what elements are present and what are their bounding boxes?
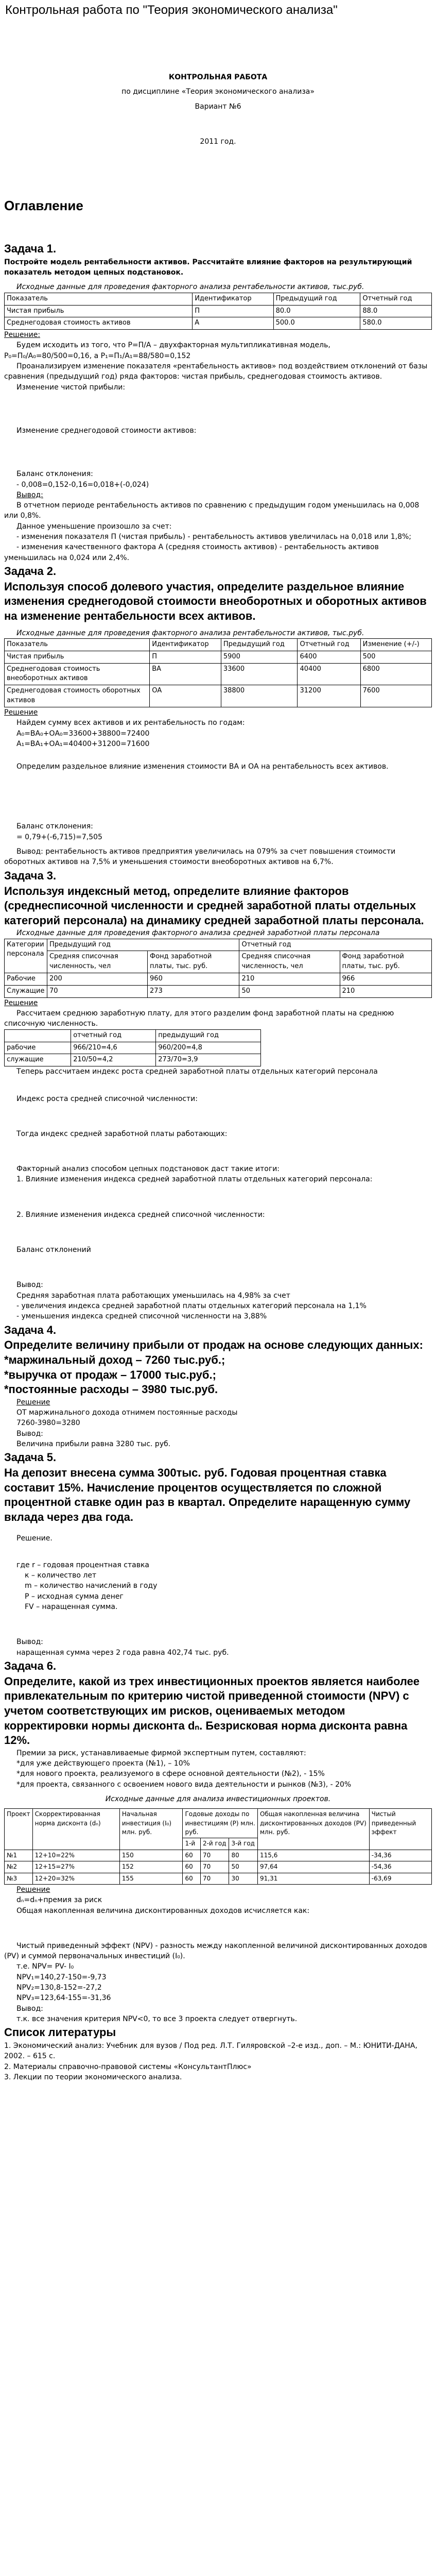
task6-p5: dₙ=dₙ+премия за риск [16,1896,102,1905]
table-header: 2-й год [200,1838,229,1850]
task3-solution-label: Решение [4,998,38,1007]
task6-p3: *для нового проекта, реализуемого в сфере основной деятельности (№2), - 15% [16,1770,325,1778]
toc-heading: Оглавление [4,198,83,214]
task6-heading: Определите, какой из трех инвестиционных проектов является наиболее привлекательным по критерию чистой приведенной стоимости (NPV) с учетом соответствующих им рисков, оцениваемых методом корректировки нормы дисконта dₙ. Безрисковая норма дисконта равна 12%. [4,1674,420,1747]
task6-table [4,1808,432,1885]
table-header: Фонд заработной платы, тыс. руб. [340,951,431,973]
task2-p7: Вывод: рентабельность активов предприятия увеличилась на 079% за счет повышения стоимости оборотных активов на 7,5% и уменьшения стоимости внеоборотных активов на 6,7%. [4,848,396,867]
task2-p6: = 0,79+(-6,715)=7,505 [16,833,102,841]
table-header [5,1029,71,1042]
cover-heading: КОНТРОЛЬНАЯ РАБОТА [168,73,268,81]
table-cell: 500 [360,651,431,663]
task1-p4: Изменение чистой прибыли: [16,383,126,392]
task1-p2: P₀=П₀/А₀=80/500=0,16, a P₁=П₁/A₁=88/580=0,152 [4,351,191,360]
task1-solution-label: Решение: [4,331,41,340]
table-cell: 91,31 [258,1873,370,1884]
table-cell: 88.0 [360,305,432,317]
table-cell: 6400 [298,651,360,663]
table-cell: 5900 [221,651,298,663]
table-header: Годовые доходы по инвестициям (Р) млн. руб. [183,1809,258,1838]
table-cell: 70 [47,985,148,997]
table-cell: 12+20=32% [32,1873,119,1884]
task6-p12: Вывод: [16,2004,43,2013]
table-cell: №3 [5,1873,33,1884]
task3-p9: Вывод: [16,1281,43,1290]
table-cell: 40400 [298,663,360,685]
table-cell: 60 [183,1873,200,1884]
table-cell: 200 [47,973,148,986]
task5-p4: m – количество начислений в году [25,1582,158,1590]
task2-table [4,638,432,707]
task1-p12: - изменения качественного фактора А (средняя стоимость активов) - рентабельность активов уменьшилась на 0,024 или 2,4%. [4,543,379,562]
task2-p5: Баланс отклонения: [16,822,93,831]
task4-h1: Определите величину прибыли от продаж на основе следующих данных: [4,1338,423,1352]
table-cell: Чистая прибыль [5,305,193,317]
table-cell: 960 [148,973,239,986]
task1-p6: Баланс отклонения: [16,470,93,479]
task1-p8: Вывод: [16,490,43,499]
table-cell: 31200 [298,685,360,707]
task5-p6: FV – наращенная сумма. [25,1603,118,1612]
table-cell: 210 [340,985,431,997]
task6-p1: Премии за риск, устанавливаемые фирмой экспертным путем, составляют: [16,1749,306,1757]
table-header: Показатель [5,293,193,305]
table-cell: П [150,651,221,663]
table-header: Фонд заработной платы, тыс. руб. [148,951,239,973]
table-header: Изменение (+/-) [360,638,431,651]
table-cell: 30 [229,1873,258,1884]
table-cell: 115,6 [258,1850,370,1861]
cover-variant: Вариант №6 [195,102,241,111]
task4-title: Задача 4. [4,1323,57,1336]
task6-p10: NPV₂=130,8-152=-27,2 [16,1984,102,1992]
task2-p2: А₀=ВА₀+ОА₀=33600+38800=72400 [16,729,150,738]
table-cell: 80 [229,1850,258,1861]
literature-heading: Список литературы [4,2026,116,2039]
task3-table2 [4,1029,261,1067]
task1-table [4,293,432,330]
table-cell: -54,36 [369,1861,431,1873]
table-header: Предыдущий год [273,293,360,305]
task1-p11: - изменения показателя П (чистая прибыль) - рентабельность активов увеличилась на 0,018 или 1,8%; [16,533,412,541]
task5-p1: Решение. [16,1534,53,1543]
table-header: Отчетный год [360,293,432,305]
table-cell: Служащие [5,985,47,997]
table-header: Скорректированная норма дисконта (dₙ) [32,1809,119,1850]
task5-p8: наращенная сумма через 2 года равна 402,74 тыс. руб. [16,1648,229,1657]
table-cell: 152 [119,1861,183,1873]
task4-solution-label: Решение [16,1398,50,1406]
task3-title: Задача 3. [4,869,57,882]
table-cell: 70 [200,1873,229,1884]
table-header: Средняя списочная численность, чел [47,951,148,973]
table-cell: 150 [119,1850,183,1861]
task4-h2: *маржинальный доход – 7260 тыс.руб.; [4,1353,225,1366]
table-header: предыдущий год [156,1029,260,1042]
task6-p13: т.к. все значения критерия NPV<0, то все 3 проекта следует отвергнуть. [16,2014,298,2023]
task1-p7: - 0,008=0,152-0,16=0,018+(-0,024) [16,480,149,489]
table-cell: 12+10=22% [32,1850,119,1861]
task2-p4: Определим раздельное влияние изменения стоимости ВА и ОА на рентабельность всех активов. [16,762,389,771]
task2-solution-label: Решение [4,708,38,717]
table-cell: 70 [200,1850,229,1861]
table-header: Чистый приведенный эффект [369,1809,431,1850]
table-cell: Среднегодовая стоимость оборотных активов [5,685,150,707]
task4-h4: *постоянные расходы – 3980 тыс.руб. [4,1383,218,1396]
task1-p10: Данное уменьшение произошло за счет: [16,522,172,531]
table-cell: ОА [150,685,221,707]
task2-p1: Найдем сумму всех активов и их рентабельность по годам: [16,719,245,727]
task3-source-note: Исходные данные для проведения факторного анализа средней заработной платы персонала [16,929,380,938]
table-header: Средняя списочная численность, чел [239,951,340,973]
task5-heading: На депозит внесена сумма 300тыс. руб. Годовая процентная ставка составит 15%. Начисление процентов осуществляется по сложной процентной ставке один раз в квартал. Определите наращенную сумму вклада через два года. [4,1466,411,1523]
task3-heading: Используя индексный метод, определите влияние факторов (среднесписочной численности и средней заработной платы отдельных категорий персонала) на динамику средней заработной платы персонала. [4,884,424,927]
table-cell: №1 [5,1850,33,1861]
task1-p9: В отчетном периоде рентабельность активов по сравнению с предыдущим годом уменьшилась на 0,008 или 0,8%. [4,501,420,520]
task6-p2: *для уже действующего проекта (№1), – 10% [16,1759,190,1768]
table-cell: 210 [239,973,340,986]
task4-p1: ОТ маржинального дохода отнимем постоянные расходы [16,1409,238,1417]
table-cell: Рабочие [5,973,47,986]
task5-title: Задача 5. [4,1451,57,1464]
table-cell: Среднегодовая стоимость активов [5,317,193,330]
task3-p5: Факторный анализ способом цепных подстановок даст такие итоги: [16,1165,280,1174]
task6-solution-label: Решение [16,1885,50,1894]
table-cell: -63,69 [369,1873,431,1884]
table-cell: 6800 [360,663,431,685]
table-cell: Среднегодовая стоимость внеоборотных активов [5,663,150,685]
table-header: Проект [5,1809,33,1850]
table-cell: 60 [183,1861,200,1873]
document-title: Контрольная работа по "Теория экономического анализа" [5,3,338,17]
table-cell: 12+15=27% [32,1861,119,1873]
task6-p6: Общая накопленная величина дисконтированных доходов исчисляется как: [16,1906,310,1915]
task5-p5: P – исходная сумма денег [25,1592,124,1601]
task6-p9: NPV₁=140,27-150=-9,73 [16,1973,107,1981]
cover-year: 2011 год. [200,137,236,146]
task1-source-note: Исходные данные для проведения факторного анализа рентабельности активов, тыс.руб. [16,283,364,292]
table-cell: 273/70=3,9 [156,1054,260,1066]
task3-p8: Баланс отклонений [16,1246,91,1255]
table-header: 1-й [183,1838,200,1850]
table-header: Категории персонала [5,939,47,973]
table-cell: 97,64 [258,1861,370,1873]
table-cell: 580.0 [360,317,432,330]
table-header: 3-й год [229,1838,258,1850]
table-header: Показатель [5,638,150,651]
table-cell: рабочие [5,1042,71,1054]
task5-p2: где r – годовая процентная ставка [16,1561,150,1569]
table-cell: Чистая прибыль [5,651,150,663]
task5-p3: к – количество лет [25,1571,97,1580]
table-header: отчетный год [71,1029,156,1042]
table-cell: 80.0 [273,305,360,317]
table-cell: 966/210=4,6 [71,1042,156,1054]
task2-title: Задача 2. [4,564,57,578]
table-cell: 70 [200,1861,229,1873]
table-cell: 50 [239,985,340,997]
table-cell: 210/50=4,2 [71,1054,156,1066]
table-cell: 60 [183,1850,200,1861]
table-header: Общая накопленная величина дисконтированных доходов (PV) млн. руб. [258,1809,370,1850]
task1-p3: Проанализируем изменение показателя «рентабельность активов» под воздействием отклонений от базы сравнения (предыдущий год) ряда факторов: чистая прибыль, среднегодовая стоимость активов. [4,362,428,381]
task1-statement: Постройте модель рентабельности активов. Рассчитайте влияние факторов на результирующий показатель методом цепных подстановок. [4,258,412,277]
table-header: Предыдущий год [47,939,239,951]
table-header: Отчетный год [298,638,360,651]
table-cell: -34,36 [369,1850,431,1861]
task3-p3: Индекс роста средней списочной численности: [16,1094,198,1103]
task3-p12: - уменьшения индекса средней списочной численности на 3,88% [16,1312,267,1321]
table-header: Идентификатор [193,293,273,305]
task4-p4: Величина прибыли равна 3280 тыс. руб. [16,1439,171,1448]
task1-p5: Изменение среднегодовой стоимости активов: [16,426,197,435]
task3-p1: Рассчитаем среднюю заработную плату, для этого разделим фонд заработной платы на среднюю списочную численность. [4,1009,394,1028]
table-cell: 960/200=4,8 [156,1042,260,1054]
task3-p2: Теперь рассчитаем индекс роста средней заработной платы отдельных категорий персонала [16,1067,378,1076]
table-cell: П [193,305,273,317]
literature-item: 2. Материалы справочно-правовой системы «КонсультантПлюс» [4,2062,252,2071]
literature-item: 3. Лекции по теории экономического анализа. [4,2073,182,2082]
task6-p8: т.е. NPV= PV- I₀ [16,1962,74,1971]
task6-title: Задача 6. [4,1659,57,1672]
table-cell: служащие [5,1054,71,1066]
table-cell: 500.0 [273,317,360,330]
task6-p7: Чистый приведенный эффект (NPV) - разность между накопленной величиной дисконтированных доходов (PV) и суммой первоначальных инвестиций (I₀). [4,1941,427,1961]
table-cell: 155 [119,1873,183,1884]
table-cell: 966 [340,973,431,986]
table-cell: 50 [229,1861,258,1873]
task1-p1: Будем исходить из того, что P=П/А – двухфакторная мультипликативная модель, [16,341,330,350]
task3-p11: - увеличения индекса средней заработной платы отдельных категорий персонала на 1,1% [16,1301,367,1310]
task2-heading: Используя способ долевого участия, определите раздельное влияние изменения среднегодовой стоимости внеоборотных и оборотных активов на изменение рентабельности всех активов. [4,580,427,623]
table-cell: ВА [150,663,221,685]
task1-title: Задача 1. [4,242,57,255]
table-cell: №2 [5,1861,33,1873]
task3-p4: Тогда индекс средней заработной платы работающих: [16,1129,228,1138]
table-header: Идентификатор [150,638,221,651]
task2-source-note: Исходные данные для проведения факторного анализа рентабельности активов, тыс.руб. [16,629,364,637]
task5-p7: Вывод: [16,1638,43,1647]
cover-subtitle: по дисциплине «Теория экономического анализа» [121,88,315,96]
table-header: Начальная инвестиция (I₀) млн. руб. [119,1809,183,1850]
table-cell: 273 [148,985,239,997]
task3-p7: 2. Влияние изменения индекса средней списочной численности: [16,1210,265,1219]
task6-source-note: Исходные данные для анализа инвестиционных проектов. [105,1794,331,1803]
table-header: Предыдущий год [221,638,298,651]
task4-p3: Вывод: [16,1429,43,1438]
task6-p11: NPV₃=123,64-155=-31,36 [16,1994,111,2003]
document-body [0,62,436,2082]
table-header: Отчетный год [239,939,432,951]
task6-p4: *для проекта, связанного с освоением нового вида деятельности и рынков (№3), - 20% [16,1780,352,1789]
task4-h3: *выручка от продаж – 17000 тыс.руб.; [4,1368,216,1381]
task3-table [4,939,432,998]
table-cell: А [193,317,273,330]
task2-p3: А₁=ВА₁+ОА₁=40400+31200=71600 [16,739,150,748]
table-cell: 38800 [221,685,298,707]
task3-p10: Средняя заработная плата работающих уменьшилась на 4,98% за счет [16,1291,290,1300]
task3-p6: 1. Влияние изменения индекса средней заработной платы отдельных категорий персонала: [16,1175,373,1184]
table-cell: 7600 [360,685,431,707]
literature-item: 1. Экономический анализ: Учебник для вузов / Под ред. Л.Т. Гиляровской –2-е изд., доп. – М.: ЮНИТИ-ДАНА, 2002. – 615 с. [4,2042,417,2061]
task4-p2: 7260-3980=3280 [16,1419,80,1428]
table-cell: 33600 [221,663,298,685]
